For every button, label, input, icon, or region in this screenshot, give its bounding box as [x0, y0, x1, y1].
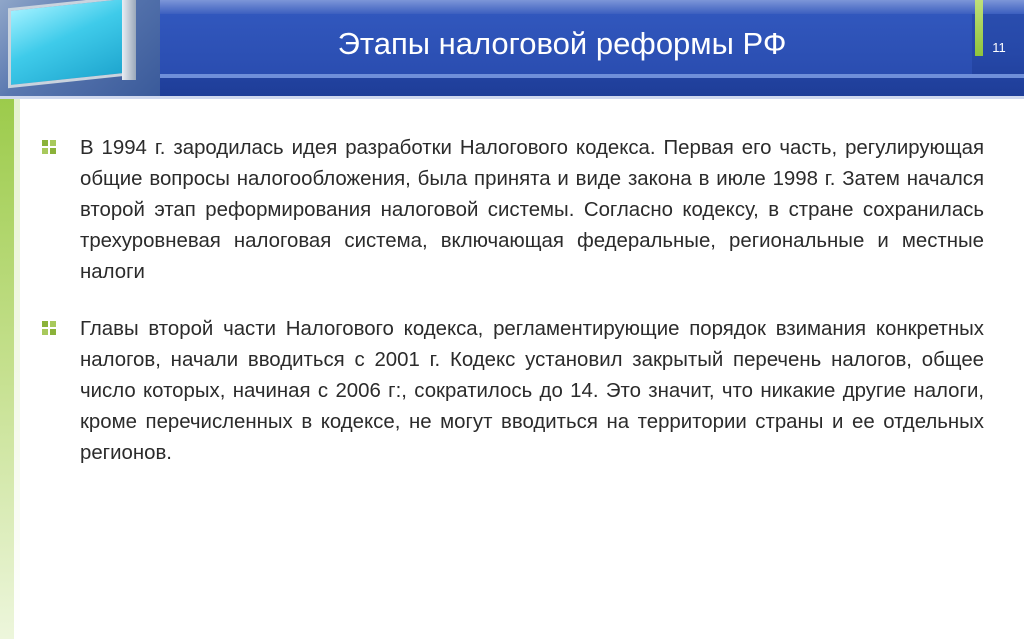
page-title: Этапы налоговой реформы РФ [337, 26, 787, 61]
header-stripe [160, 74, 1024, 78]
list-item [42, 133, 984, 288]
content-area [42, 133, 984, 495]
list-item [42, 314, 984, 469]
computer-monitor-icon [0, 0, 160, 96]
slide-number: 11 [992, 40, 1006, 55]
monitor-screen [8, 0, 126, 88]
left-accent-bar [0, 99, 14, 639]
bullet-text: Главы второй части Налогового кодекса, регламентирующие порядок взимания конкретных налогов, начали вводиться с 2001 г. Кодекс установил закрытый перечень налогов, общее число которых, начиная с 2006 г:, сократилось до 14. Это значит, что никакие другие налоги, кроме перечисленных в кодексе, не могут вводиться на территории страны и ее отдельных регионов. [80, 318, 984, 464]
bullet-text: В 1994 г. зародилась идея разработки Налогового кодекса. Первая его часть, регулирующая общие вопросы налогообложения, была принята и виде закона в июле 1998 г. Затем начался второй этап реформирования налоговой системы. Согласно кодексу, в стране сохранилась трехуровневая налоговая система, включающая федеральные, региональные и местные налоги [80, 137, 984, 283]
square-grid-bullet-icon [42, 140, 57, 155]
left-accent-bar-light [14, 99, 20, 639]
square-grid-bullet-icon [42, 321, 57, 336]
header-highlight [160, 0, 1024, 14]
header-divider [0, 96, 1024, 99]
corner-accent-bar [975, 0, 983, 56]
monitor-frame [122, 0, 136, 80]
